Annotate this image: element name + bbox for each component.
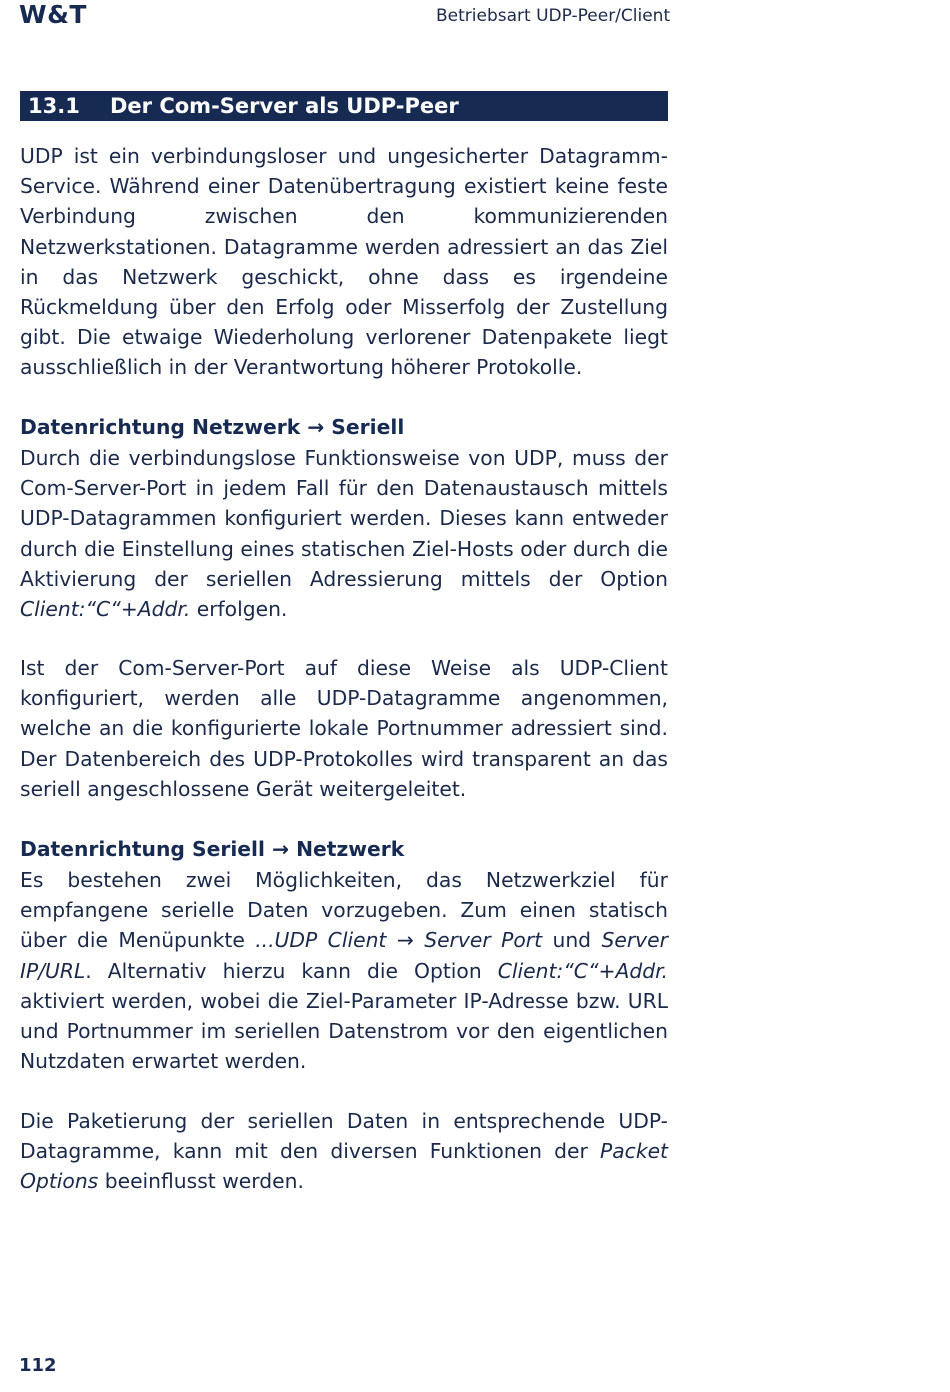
serial-to-network-paragraph-2 (20, 1106, 668, 1197)
section-number: 13.1 (28, 94, 80, 118)
subheading-serial-to-network: Datenrichtung Seriell → Netzwerk (20, 837, 405, 861)
text-run: Es bestehen zwei Möglichkeiten, das Netzwerkziel für empfangene serielle Daten vorzugeben. Zum einen statisch über die Menüpunkte (20, 868, 668, 953)
running-title: Betriebsart UDP-Peer/Client (436, 6, 671, 26)
menu-server-ip-url: Server IP/URL (20, 928, 668, 983)
text-run: Die Paketierung der seriellen Daten in entsprechende UDP-Datagramme, kann mit den diversen Funktionen der (20, 1109, 668, 1164)
text-run: . Alternativ hierzu kann die Option (85, 958, 498, 983)
text-run: beeinflusst werden. (98, 1169, 304, 1194)
text-run: und (542, 928, 602, 953)
section-title: Der Com-Server als UDP-Peer (110, 94, 459, 118)
network-to-serial-paragraph-1 (20, 443, 668, 624)
option-client-addr: Client:“C“+Addr. (497, 958, 668, 983)
subheading-network-to-serial: Datenrichtung Netzwerk → Seriell (20, 415, 405, 439)
text-run: erfolgen. (190, 597, 288, 622)
intro-paragraph: UDP ist ein verbindungsloser und ungesicherter Datagramm-Service. Während einer Datenübertragung existiert keine feste Verbindung zwischen den kommunizierenden Netzwerkstationen. Datagramme werden adressiert an das Ziel in das Netzwerk geschickt, ohne dass es irgendeine Rückmeldung über den Erfolg oder Misserfolg der Zustellung gibt. Die etwaige Wiederholung verlorener Datenpakete liegt ausschließlich in der Verantwortung höherer Protokolle. (20, 144, 668, 380)
publisher-logo: W&T (19, 0, 87, 29)
network-to-serial-paragraph-2: Ist der Com-Server-Port auf diese Weise als UDP-Client konfiguriert, werden alle UDP-Datagramme angenommen, welche an die konfigurierte lokale Portnummer adressiert sind. Der Datenbereich des UDP-Protokolles wird transparent an das seriell angeschlossene Gerät weitergeleitet. (20, 656, 668, 801)
option-client-addr: Client:“C“+Addr. (20, 597, 191, 622)
text-run: aktiviert werden, wobei die Ziel-Parameter IP-Adresse bzw. URL und Portnummer im seriellen Datenstrom vor den eigentlichen Nutzdaten erwartet werden. (20, 988, 668, 1074)
page-number: 112 (19, 1355, 57, 1376)
text-run: Durch die verbindungslose Funktionsweise von UDP, muss der Com-Server-Port in jedem Fall für den Datenaustausch mittels UDP-Datagrammen konfiguriert werden. Dieses kann entweder durch die Einstellung eines statischen Ziel-Hosts oder durch die Aktivierung der seriellen Adressierung mittels der Option (20, 446, 668, 591)
packet-options-term: Packet Options (20, 1139, 668, 1194)
serial-to-network-paragraph-1 (20, 865, 668, 1076)
section-heading-bar (20, 91, 668, 121)
menu-path-server-port: ...UDP Client → Server Port (255, 928, 543, 953)
